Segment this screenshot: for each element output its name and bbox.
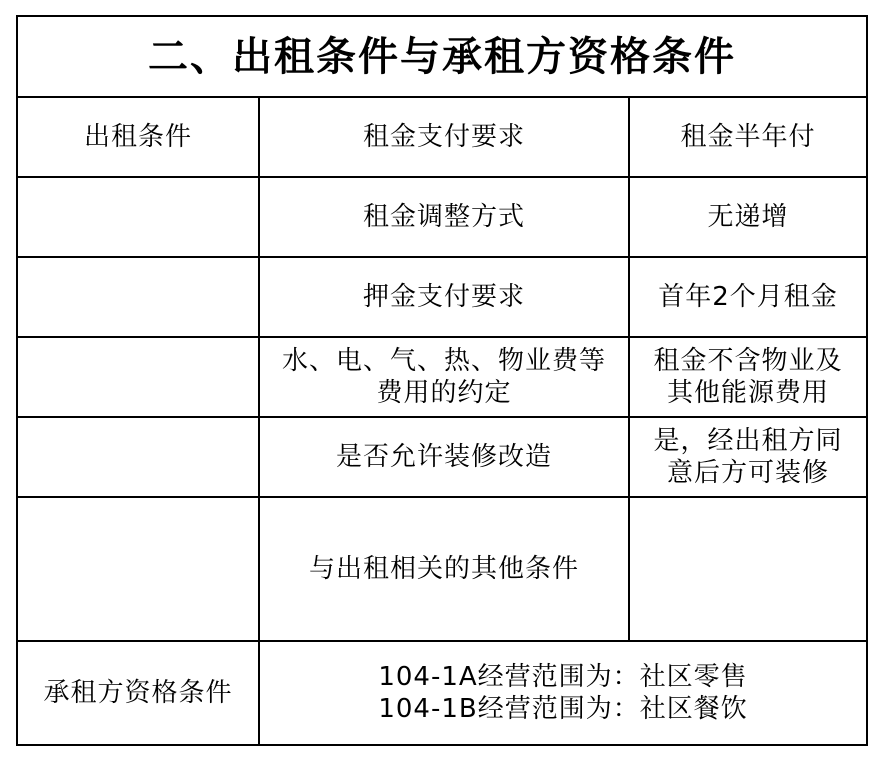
condition-item: 与出租相关的其他条件 (259, 497, 629, 641)
table-row (17, 97, 867, 177)
condition-value-line: 首年2个月租金 (658, 282, 838, 312)
table-row (17, 497, 867, 641)
condition-value-empty (629, 497, 867, 641)
condition-item: 押金支付要求 (259, 257, 629, 337)
condition-value-line: 其他能源费用 (667, 378, 830, 408)
condition-value (629, 337, 867, 417)
table-row (17, 417, 867, 497)
conditions-table (16, 15, 868, 746)
condition-value (629, 97, 867, 177)
document-sheet (16, 15, 866, 744)
condition-item (259, 337, 629, 417)
title-row (17, 16, 867, 97)
condition-item: 租金调整方式 (259, 177, 629, 257)
qualification-value (259, 641, 867, 745)
table-row (17, 337, 867, 417)
empty-cell (17, 417, 259, 497)
condition-item-line: 水、电、气、热、物业费等 (281, 346, 606, 376)
condition-item: 是否允许装修改造 (259, 417, 629, 497)
condition-item: 租金支付要求 (259, 97, 629, 177)
table-title: 二、出租条件与承租方资格条件 (17, 16, 867, 97)
qualification-line: 104-1B经营范围为：社区餐饮 (378, 694, 748, 724)
empty-cell (17, 257, 259, 337)
condition-value (629, 417, 867, 497)
condition-value-line: 无递增 (707, 202, 789, 232)
condition-item-line: 费用的约定 (376, 378, 512, 408)
empty-cell (17, 497, 259, 641)
condition-value-line: 是，经出租方同 (653, 426, 843, 456)
condition-value-line: 租金不含物业及 (653, 346, 843, 376)
section-label-rental-conditions: 出租条件 (17, 97, 259, 177)
condition-value (629, 257, 867, 337)
section-label-tenant-qualification: 承租方资格条件 (17, 641, 259, 745)
table-row (17, 257, 867, 337)
qualification-line: 104-1A经营范围为：社区零售 (378, 662, 748, 692)
empty-cell (17, 177, 259, 257)
empty-cell (17, 337, 259, 417)
table-row (17, 177, 867, 257)
condition-value (629, 177, 867, 257)
table-row (17, 641, 867, 745)
condition-value-line: 意后方可装修 (667, 458, 830, 488)
condition-value-line: 租金半年付 (680, 122, 816, 152)
